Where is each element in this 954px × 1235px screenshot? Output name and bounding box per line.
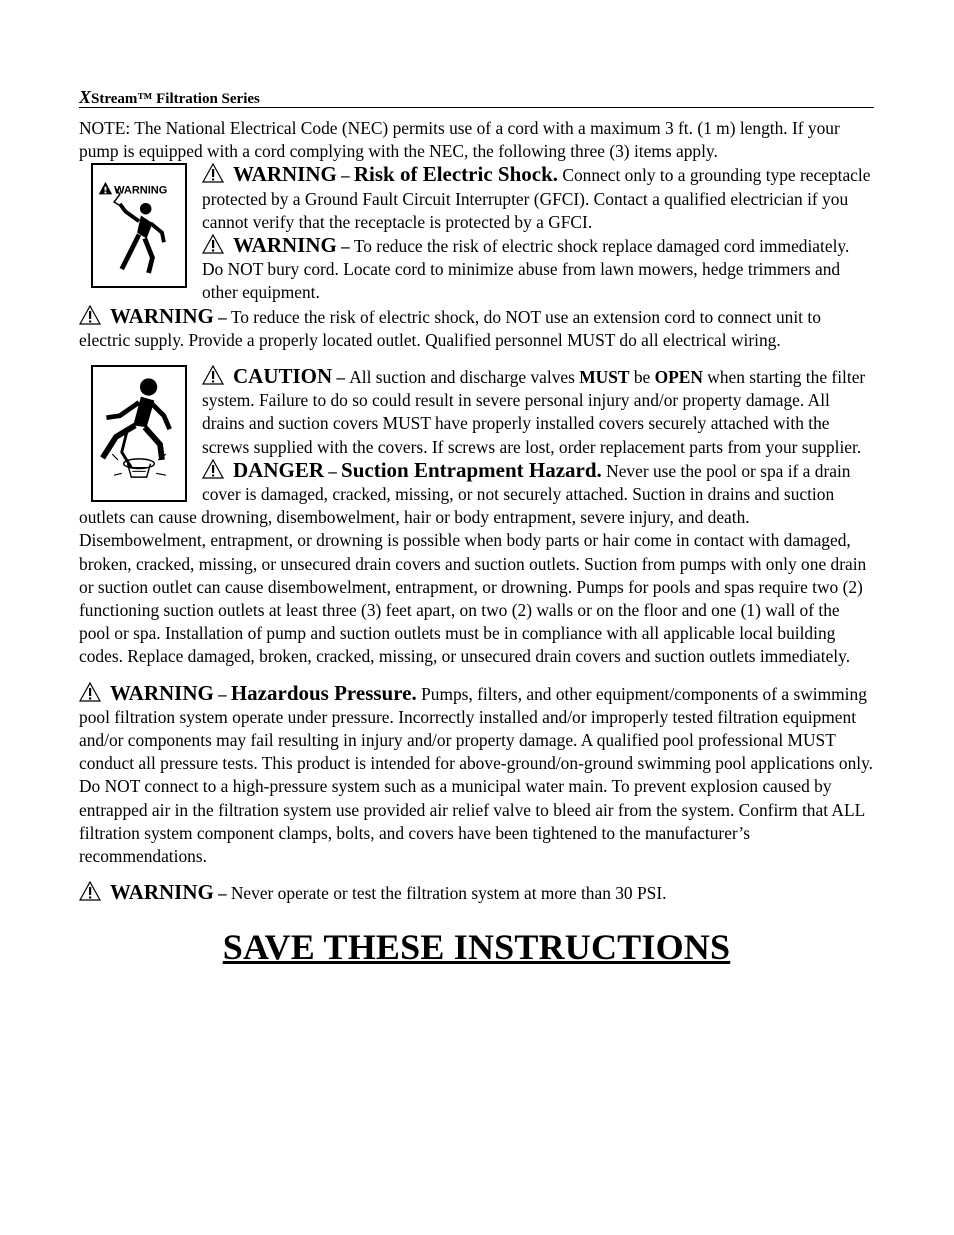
warning-hazardous-pressure: WARNING – Hazardous Pressure. Pumps, filters, and other equipment/components of a swimming pool filtration system operate under pressure. Incorrectly installed and/or improperly tested filtration equipment and/or components may fail resulting in injury and/or property damage. A qualified pool professional MUST conduct all pressure tests. This product is intended for above-ground/on-ground swimming pool applications only. Do NOT connect to a high-pressure system such as a municipal water main. To prevent explosion caused by entrapped air in the filtration system use provided air relief valve to bleed air from the system. Confirm that ALL filtration system component clamps, bolts, and covers have been tightened to the manufacturer’s recommendations. [79, 680, 874, 867]
warning-extension-cord: WARNING – To reduce the risk of electric shock, do NOT use an extension cord to connect unit to electric supply. Provide a properly located outlet. Qualified personnel MUST do all electrical wiring. [79, 303, 821, 350]
warning-triangle-icon [202, 234, 224, 254]
warning-triangle-icon [202, 163, 224, 183]
document-page [79, 86, 874, 967]
danger-suction-entrapment: DANGER – Suction Entrapment Hazard. Never use the pool or spa if a drain cover is damaged, cracked, missing, or not securely attached. Suction in drains and suction outlets can cause drowning, disembowelment, hair or body entrapment, severe injury, and death. Disembowelment, entrapment, or drowning is possible when body parts or hair come in contact with damaged, broken, cracked, missing, or unsecured drain covers and suction outlets. Suction from pumps with only one drain or suction outlet can cause disembowelment, entrapment, or drowning. Pumps for pools and spas require two (2) functioning suction outlets at least three (3) feet apart, on two (2) walls or on the floor and one (1) wall of the pool or spa. Installation of pump and suction outlets must be in compliance with all applicable local building codes. Replace damaged, broken, cracked, missing, or unsecured drain covers and suction outlets immediately. [79, 457, 867, 667]
running-header [79, 86, 874, 108]
warning-triangle-icon [79, 682, 101, 702]
electric-shock-warning-figure [91, 163, 187, 288]
figure-warning-label: WARNING [114, 184, 168, 197]
caution-valves: CAUTION – All suction and discharge valves MUST be OPEN when starting the filter system. Failure to do so could result in severe personal injury and/or property damage. All drains and suction covers MUST have properly installed covers securely attached with the screws supplied with the covers. If screws are lost, order replacement parts from your supplier. [202, 364, 866, 457]
warning-damaged-cord: WARNING – To reduce the risk of electric shock replace damaged cord immediately. Do NOT bury cord. Locate cord to minimize abuse from lawn mowers, hedge trimmers and other equipment. [202, 233, 850, 303]
warning-triangle-icon [79, 305, 101, 325]
suction-entrapment-figure [91, 365, 187, 502]
nec-note: NOTE: The National Electrical Code (NEC) permits use of a cord with a maximum 3 ft. (1 m) length. If your pump is equipped with a cord complying with the NEC, the following three (3) items apply. [79, 118, 840, 162]
warning-triangle-icon [202, 459, 224, 479]
warning-triangle-icon [202, 365, 224, 385]
header-series: Stream™ Filtration Series [91, 91, 260, 107]
warning-max-psi: WARNING – Never operate or test the filtration system at more than 30 PSI. [79, 881, 874, 905]
header-x: X [79, 87, 92, 107]
save-instructions-title: SAVE THESE INSTRUCTIONS [222, 926, 731, 967]
warning-electric-shock: WARNING – Risk of Electric Shock. Connect only to a grounding type receptacle protected by a Ground Fault Circuit Interrupter (GFCI). Contact a qualified electrician if you cannot verify that the receptacle is protected by a GFCI. [202, 162, 871, 232]
warning-triangle-icon [79, 881, 101, 901]
